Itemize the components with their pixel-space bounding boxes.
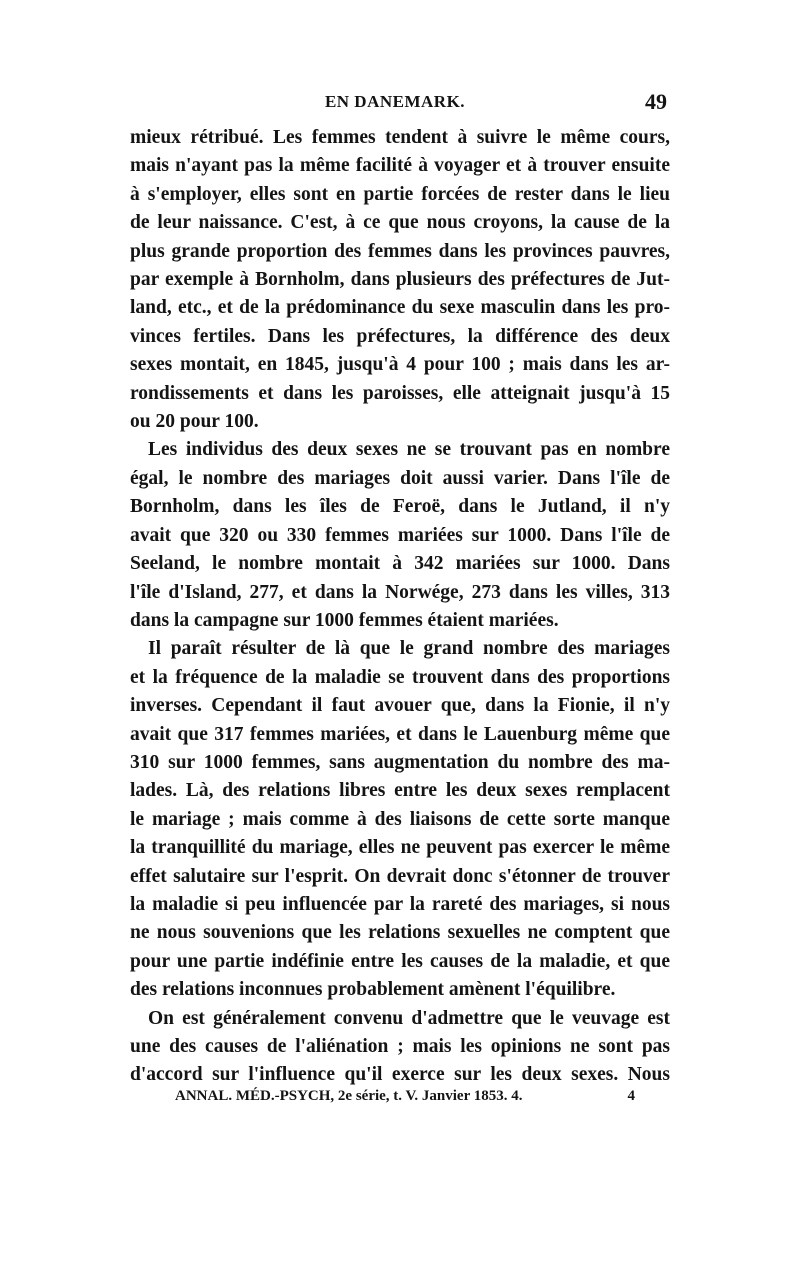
text-line: plus grande proportion des femmes dans les provinces pauvres, [130,240,670,262]
text-line: 310 sur 1000 femmes, sans augmentation du nombre des ma- [130,751,670,773]
text-line: mais n'ayant pas la même facilité à voyager et à trouver ensuite [130,155,670,177]
text-line: On est généralement convenu d'admettre que le veuvage est [148,1007,670,1029]
running-title: EN DANEMARK. [324,92,466,111]
text-line: d'accord sur l'influence qu'il exerce sur les deux sexes. Nous [130,1064,670,1086]
text-line: avait que 320 ou 330 femmes mariées sur 1000. Dans l'île de [130,524,670,546]
text-line: pour une partie indéfinie entre les causes de la maladie, et que [130,950,670,972]
text-line: rondissements et dans les paroisses, elle atteignait jusqu'à 15 [130,382,670,404]
text-line: par exemple à Bornholm, dans plusieurs des préfectures de Jut- [130,269,670,291]
signature-line [175,1088,635,1108]
text-line: avait que 317 femmes mariées, et dans le Lauenburg même que [130,723,670,745]
running-head [130,89,667,116]
text-line: de leur naissance. C'est, à ce que nous croyons, la cause de la [130,212,670,234]
text-line: ne nous souvenions que les relations sexuelles ne comptent que [130,922,670,944]
text-line: inverses. Cependant il faut avouer que, dans la Fionie, il n'y [130,695,670,717]
text-line: la tranquillité du mariage, elles ne peuvent pas exercer le même [130,837,670,859]
text-line: à s'employer, elles sont en partie forcées de rester dans le lieu [130,183,670,205]
text-line: sexes montait, en 1845, jusqu'à 4 pour 100 ; mais dans les ar- [130,354,670,376]
text-line: et la fréquence de la maladie se trouvent dans des proportions [130,666,670,688]
text-line: land, etc., et de la prédominance du sexe masculin dans les pro- [130,297,670,319]
sheet-signature: 4 [627,1088,635,1104]
body-text [130,124,670,1090]
paragraph-2 [130,436,670,635]
text-line: la maladie si peu influencée par la rareté des mariages, si nous [130,893,670,915]
text-line: mieux rétribué. Les femmes tendent à suivre le même cours, [130,127,670,148]
text-line: Bornholm, dans les îles de Feroë, dans le Jutland, il n'y [130,496,670,518]
journal-citation: ANNAL. MÉD.-PSYCH, 2e série, t. V. Janvier 1853. 4. [175,1088,523,1104]
paragraph-4 [130,1005,670,1090]
text-line: Il paraît résulter de là que le grand nombre des mariages [148,638,670,660]
text-line: une des causes de l'aliénation ; mais les opinions ne sont pas [130,1036,670,1057]
text-line: lades. Là, des relations libres entre les deux sexes remplacent [130,780,670,802]
text-line: des relations inconnues probablement amènent l'équilibre. [130,979,616,1001]
text-line: l'île d'Island, 277, et dans la Norwége, 273 dans les villes, 313 [130,581,670,603]
paragraph-1 [130,124,670,436]
text-line: vinces fertiles. Dans les préfectures, la différence des deux [130,325,670,347]
text-line: Seeland, le nombre montait à 342 mariées sur 1000. Dans [130,553,670,575]
page-number: 49 [645,89,667,114]
paragraph-3 [130,635,670,1004]
text-line: ou 20 pour 100. [130,411,259,433]
text-line: Les individus des deux sexes ne se trouvant pas en nombre [148,439,670,461]
text-line: le mariage ; mais comme à des liaisons de cette sorte manque [130,808,670,830]
text-line: effet salutaire sur l'esprit. On devrait donc s'étonner de trouver [130,865,670,887]
text-line: égal, le nombre des mariages doit aussi varier. Dans l'île de [130,467,670,489]
text-line: dans la campagne sur 1000 femmes étaient mariées. [130,609,559,631]
